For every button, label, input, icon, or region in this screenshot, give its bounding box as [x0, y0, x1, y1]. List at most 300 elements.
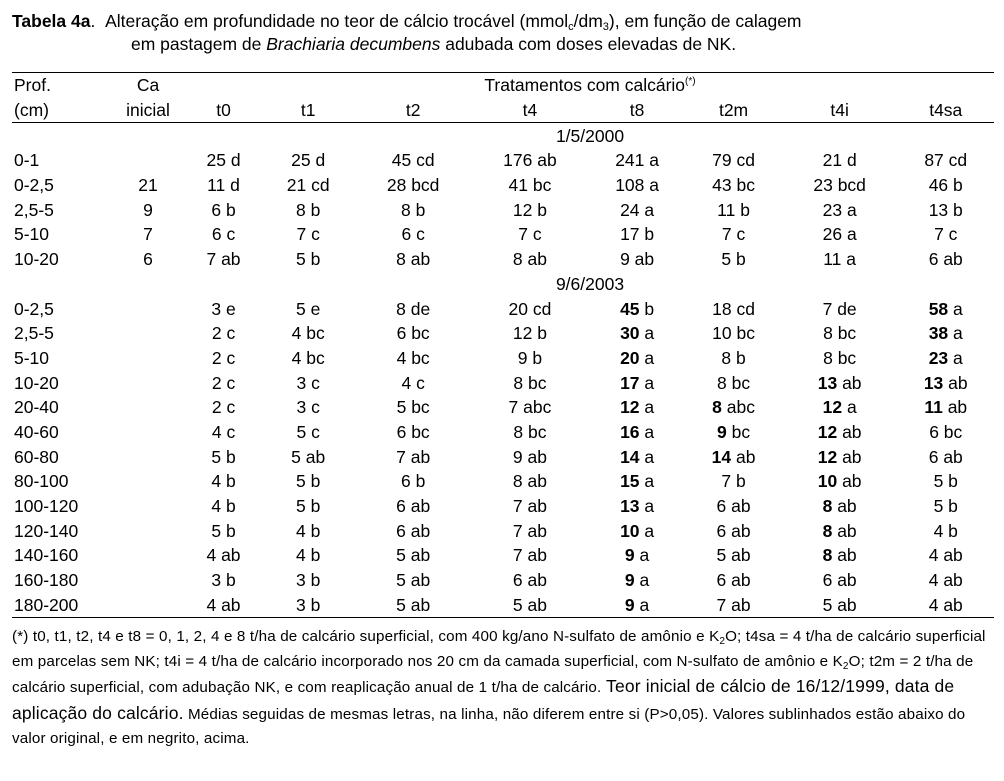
- value-number: 8: [822, 496, 833, 517]
- significance-letter: b: [225, 570, 236, 591]
- significance-letter: ab: [527, 446, 547, 467]
- value-cell-t2m: [685, 296, 781, 321]
- value-cell-t4: [471, 148, 589, 173]
- value-number: 4: [291, 323, 302, 344]
- depth-cell: 0-2,5: [14, 298, 54, 319]
- value-cell-t4i: [782, 469, 898, 494]
- significance-letter: ab: [410, 249, 431, 270]
- value-cell-t2: [355, 469, 471, 494]
- value-cell-t0: [186, 494, 261, 519]
- value-number: 45: [620, 298, 640, 319]
- significance-letter: ab: [731, 545, 751, 566]
- value-number: 3: [295, 594, 306, 615]
- table-row: [12, 469, 994, 494]
- value-number: 5: [296, 421, 307, 442]
- table-row: [12, 420, 994, 445]
- value-cell-t4: [471, 518, 589, 543]
- value-cell-t2m: [685, 222, 781, 247]
- header-ca: Ca: [110, 73, 186, 98]
- value-cell-t4sa: [897, 568, 994, 593]
- significance-letter: ab: [837, 594, 857, 615]
- value-cell-t0: [186, 197, 261, 222]
- significance-letter: b: [735, 347, 746, 368]
- significance-letter: ab: [410, 594, 431, 615]
- significance-letter: a: [644, 347, 655, 368]
- ca-initial-cell: [110, 444, 186, 469]
- value-cell-t2: [355, 370, 471, 395]
- value-number: 6: [929, 421, 939, 442]
- significance-letter: bc: [837, 323, 857, 344]
- value-number: 6: [928, 249, 939, 270]
- value-number: 10: [620, 520, 640, 541]
- value-cell-t4i: [782, 395, 898, 420]
- significance-letter: b: [310, 570, 321, 591]
- value-number: 9: [620, 249, 630, 270]
- value-cell-t4i: [782, 592, 898, 617]
- value-cell-t4sa: [897, 469, 994, 494]
- value-number: 28: [386, 175, 407, 196]
- significance-letter: ab: [947, 397, 968, 418]
- significance-letter: b: [225, 496, 236, 517]
- table-body: [12, 123, 994, 618]
- value-cell-t2: [355, 592, 471, 617]
- significance-letter: a: [639, 545, 650, 566]
- value-cell-t4: [471, 444, 589, 469]
- significance-letter: b: [310, 471, 321, 492]
- significance-letter: de: [410, 298, 431, 319]
- date-row: [12, 272, 994, 297]
- significance-letter: b: [953, 199, 963, 220]
- value-number: 7: [512, 545, 523, 566]
- significance-letter: ab: [527, 570, 547, 591]
- significance-letter: bc: [731, 372, 751, 393]
- value-cell-t2m: [685, 370, 781, 395]
- ca-initial-cell: [110, 346, 186, 371]
- value-cell-t1: [261, 592, 355, 617]
- value-number: 79: [712, 150, 732, 171]
- significance-letter: bc: [736, 175, 755, 196]
- significance-letter: ab: [943, 249, 963, 270]
- value-cell-t1: [261, 420, 355, 445]
- significance-letter: a: [846, 249, 857, 270]
- value-cell-t1: [261, 173, 355, 198]
- value-cell-t1: [261, 321, 355, 346]
- significance-letter: abc: [726, 397, 755, 418]
- significance-letter: ab: [527, 496, 547, 517]
- significance-letter: b: [225, 471, 236, 492]
- caption-sub-c: c: [568, 21, 574, 33]
- table-row: [12, 543, 994, 568]
- significance-letter: a: [644, 323, 655, 344]
- significance-letter: bc: [411, 347, 430, 368]
- depth-cell: 40-60: [14, 421, 59, 442]
- header-col-t2: t2: [355, 98, 471, 123]
- significance-letter: b: [735, 471, 746, 492]
- value-number: 5: [211, 520, 222, 541]
- value-number: 17: [620, 372, 640, 393]
- significance-letter: bc: [411, 323, 430, 344]
- significance-letter: c: [948, 224, 958, 245]
- table-row: [12, 592, 994, 617]
- value-number: 11: [924, 397, 943, 418]
- value-cell-t8: [589, 321, 685, 346]
- significance-letter: b: [948, 520, 958, 541]
- value-number: 108: [615, 175, 645, 196]
- significance-letter: ab: [842, 372, 862, 393]
- value-number: 5: [295, 298, 306, 319]
- significance-letter: c: [736, 224, 746, 245]
- value-number: 8: [513, 421, 524, 442]
- significance-letter: b: [537, 199, 547, 220]
- value-number: 5: [716, 545, 727, 566]
- value-number: 6: [396, 496, 406, 517]
- table-row: [12, 444, 994, 469]
- value-number: 21: [822, 150, 843, 171]
- significance-letter: c: [311, 224, 320, 245]
- value-number: 12: [822, 397, 843, 418]
- value-number: 7: [716, 594, 727, 615]
- depth-cell: 10-20: [14, 249, 59, 270]
- value-number: 6: [928, 446, 939, 467]
- significance-letter: a: [953, 323, 963, 344]
- value-cell-t4i: [782, 346, 898, 371]
- value-number: 13: [620, 496, 640, 517]
- ca-initial-cell: [110, 370, 186, 395]
- significance-letter: a: [644, 496, 655, 517]
- value-number: 4: [211, 421, 222, 442]
- significance-letter: bc: [736, 323, 755, 344]
- ca-initial-cell: [110, 321, 186, 346]
- value-number: 30: [620, 323, 640, 344]
- value-cell-t2m: [685, 321, 781, 346]
- value-cell-t2: [355, 197, 471, 222]
- value-number: 176: [503, 150, 533, 171]
- value-number: 6: [822, 570, 833, 591]
- value-cell-t4sa: [897, 321, 994, 346]
- value-cell-t0: [186, 173, 261, 198]
- section-date: 1/5/2000: [555, 125, 625, 146]
- value-number: 13: [923, 372, 944, 393]
- value-number: 5: [396, 570, 406, 591]
- depth-cell: 0-1: [14, 150, 40, 171]
- value-number: 3: [296, 372, 307, 393]
- depth-cell: 180-200: [12, 592, 110, 617]
- depth-cell: 20-40: [14, 397, 59, 418]
- value-number: 58: [928, 298, 949, 319]
- table-row: [12, 518, 994, 543]
- value-cell-t8: [589, 247, 685, 272]
- significance-letter: bc: [943, 421, 963, 442]
- value-number: 3: [296, 397, 307, 418]
- value-cell-t0: [186, 296, 261, 321]
- header-col-t8: t8: [589, 98, 685, 123]
- significance-letter: b: [735, 249, 746, 270]
- value-cell-t2m: [685, 444, 781, 469]
- value-number: 12: [817, 421, 838, 442]
- value-number: 4: [933, 520, 944, 541]
- value-cell-t4i: [782, 247, 898, 272]
- value-number: 4: [396, 347, 407, 368]
- value-cell-t4sa: [897, 247, 994, 272]
- value-cell-t0: [186, 469, 261, 494]
- header-col-t2m: t2m: [685, 98, 781, 123]
- value-number: 9: [624, 594, 635, 615]
- value-cell-t0: [186, 518, 261, 543]
- value-number: 23: [822, 199, 843, 220]
- value-number: 3: [211, 298, 222, 319]
- depth-cell: 5-10: [14, 347, 50, 368]
- significance-letter: d: [230, 150, 241, 171]
- significance-letter: a: [846, 224, 857, 245]
- value-number: 11: [207, 175, 226, 196]
- value-number: 5: [721, 249, 732, 270]
- value-number: 6: [211, 224, 222, 245]
- depth-cell: 160-180: [14, 570, 79, 591]
- significance-letter: cd: [736, 298, 755, 319]
- value-number: 8: [396, 298, 406, 319]
- value-cell-t0: [186, 592, 261, 617]
- value-number: 8: [712, 397, 722, 418]
- value-number: 2: [211, 323, 222, 344]
- value-cell-t8: [589, 592, 685, 617]
- ca-initial-cell: [110, 518, 186, 543]
- value-number: 4: [206, 594, 217, 615]
- significance-letter: ab: [943, 446, 963, 467]
- significance-letter: a: [644, 421, 655, 442]
- header-tratamentos: [186, 73, 994, 98]
- value-number: 13: [817, 372, 838, 393]
- value-cell-t4i: [782, 148, 898, 173]
- value-number: 24: [620, 199, 640, 220]
- value-cell-t2: [355, 173, 471, 198]
- table-row: [12, 296, 994, 321]
- header-tratamentos-text: Tratamentos com calcário: [484, 75, 686, 96]
- value-number: 8: [396, 249, 406, 270]
- value-number: 26: [822, 224, 843, 245]
- value-cell-t2m: [685, 173, 781, 198]
- value-cell-t1: [261, 444, 355, 469]
- value-cell-t4: [471, 543, 589, 568]
- significance-letter: b: [948, 496, 958, 517]
- value-number: 7: [512, 496, 523, 517]
- significance-letter: bcd: [411, 175, 440, 196]
- value-cell-t1: [261, 370, 355, 395]
- value-number: 8: [717, 372, 727, 393]
- value-cell-t1: [261, 494, 355, 519]
- significance-letter: ab: [527, 249, 547, 270]
- value-cell-t0: [186, 346, 261, 371]
- value-number: 4: [211, 471, 222, 492]
- value-cell-t4: [471, 568, 589, 593]
- value-cell-t4sa: [897, 197, 994, 222]
- value-number: 7: [296, 224, 307, 245]
- value-number: 8: [400, 199, 411, 220]
- value-cell-t8: [589, 494, 685, 519]
- caption-label: Tabela 4a: [12, 11, 91, 31]
- significance-letter: d: [230, 175, 240, 196]
- value-cell-t4sa: [897, 370, 994, 395]
- value-cell-t2: [355, 296, 471, 321]
- value-cell-t1: [261, 346, 355, 371]
- value-number: 14: [620, 446, 640, 467]
- ca-initial-cell: [110, 543, 186, 568]
- caption-text-c: ), em função de calagem: [608, 11, 802, 31]
- significance-letter: bc: [731, 421, 751, 442]
- value-number: 20: [508, 298, 528, 319]
- value-cell-t0: [186, 444, 261, 469]
- value-number: 9: [717, 421, 727, 442]
- significance-letter: cd: [416, 150, 435, 171]
- ca-initial-cell: [110, 148, 186, 173]
- significance-letter: bc: [528, 421, 547, 442]
- value-number: 23: [813, 175, 833, 196]
- depth-cell: 120-140: [14, 520, 79, 541]
- value-number: 38: [928, 323, 949, 344]
- value-cell-t2: [355, 395, 471, 420]
- significance-letter: a: [639, 594, 650, 615]
- significance-letter: a: [644, 471, 655, 492]
- value-cell-t8: [589, 420, 685, 445]
- significance-letter: a: [953, 298, 963, 319]
- significance-letter: ab: [943, 545, 963, 566]
- value-number: 5: [295, 496, 306, 517]
- ca-initial-cell: 6: [143, 249, 153, 270]
- table-row: [12, 395, 994, 420]
- value-cell-t2m: [685, 197, 781, 222]
- value-number: 5: [512, 594, 523, 615]
- significance-letter: a: [649, 150, 659, 171]
- footnote-p3: O; t2m = 2 t/ha de calcário superficial, com adubação NK, e com reaplicação anual de 1 t/ha de calcário.: [12, 652, 974, 696]
- significance-letter: ab: [527, 594, 547, 615]
- caption-line2: [12, 33, 997, 56]
- significance-letter: ab: [221, 594, 241, 615]
- value-number: 2: [211, 347, 222, 368]
- ca-initial-cell: [110, 296, 186, 321]
- value-cell-t1: [261, 568, 355, 593]
- value-number: 6: [400, 471, 411, 492]
- value-cell-t2m: [685, 568, 781, 593]
- ca-initial-cell: 7: [143, 224, 153, 245]
- value-cell-t4: [471, 592, 589, 617]
- caption-species: Brachiaria decumbens: [266, 34, 441, 54]
- value-cell-t8: [589, 296, 685, 321]
- value-cell-t8: [589, 173, 685, 198]
- value-cell-t0: [186, 568, 261, 593]
- value-cell-t1: [261, 518, 355, 543]
- value-number: 4: [928, 570, 939, 591]
- value-cell-t4i: [782, 197, 898, 222]
- significance-letter: ab: [527, 471, 547, 492]
- significance-letter: b: [225, 520, 236, 541]
- value-number: 6: [396, 520, 406, 541]
- value-cell-t4i: [782, 370, 898, 395]
- value-number: 8: [721, 347, 732, 368]
- significance-letter: ab: [731, 570, 751, 591]
- ca-initial-cell: [110, 469, 186, 494]
- significance-letter: ab: [537, 150, 557, 171]
- significance-letter: d: [846, 150, 857, 171]
- value-number: 8: [512, 249, 523, 270]
- value-cell-t4sa: [897, 518, 994, 543]
- value-cell-t4sa: [897, 395, 994, 420]
- value-cell-t1: [261, 222, 355, 247]
- value-cell-t4i: [782, 494, 898, 519]
- significance-letter: b: [948, 471, 958, 492]
- value-cell-t2: [355, 494, 471, 519]
- value-cell-t4sa: [897, 173, 994, 198]
- value-number: 5: [396, 545, 406, 566]
- header-col-t4sa: t4sa: [897, 98, 994, 123]
- value-cell-t1: [261, 543, 355, 568]
- significance-letter: ab: [410, 570, 431, 591]
- value-cell-t8: [589, 568, 685, 593]
- significance-letter: ab: [634, 249, 655, 270]
- caption-line2-a: em pastagem de: [131, 34, 267, 54]
- significance-letter: b: [415, 199, 426, 220]
- significance-letter: ab: [221, 249, 241, 270]
- significance-letter: b: [310, 496, 321, 517]
- table-row: [12, 197, 994, 222]
- significance-letter: ab: [735, 446, 756, 467]
- value-number: 7: [721, 224, 732, 245]
- significance-letter: ab: [842, 421, 862, 442]
- value-cell-t4i: [782, 222, 898, 247]
- value-cell-t8: [589, 543, 685, 568]
- value-number: 45: [391, 150, 412, 171]
- significance-letter: ab: [731, 594, 751, 615]
- value-number: 9: [624, 570, 635, 591]
- value-cell-t2m: [685, 247, 781, 272]
- value-cell-t2: [355, 346, 471, 371]
- caption-dot: .: [90, 11, 96, 31]
- value-number: 7: [518, 224, 528, 245]
- ca-initial-cell: [110, 420, 186, 445]
- significance-letter: bc: [411, 397, 430, 418]
- significance-letter: ab: [731, 520, 751, 541]
- value-number: 7: [512, 520, 523, 541]
- value-cell-t1: [261, 395, 355, 420]
- value-cell-t2: [355, 321, 471, 346]
- value-cell-t0: [186, 370, 261, 395]
- value-cell-t4i: [782, 296, 898, 321]
- header-col-t4i: t4i: [782, 98, 898, 123]
- value-number: 6: [716, 570, 727, 591]
- significance-letter: c: [226, 347, 236, 368]
- table-row: [12, 173, 994, 198]
- ca-initial-cell: [110, 395, 186, 420]
- depth-cell: 5-10: [14, 224, 50, 245]
- value-cell-t4: [471, 296, 589, 321]
- value-number: 5: [211, 446, 222, 467]
- depth-cell: 80-100: [14, 471, 69, 492]
- value-number: 12: [620, 397, 640, 418]
- value-cell-t2m: [685, 494, 781, 519]
- value-cell-t8: [589, 444, 685, 469]
- significance-letter: ab: [842, 446, 862, 467]
- significance-letter: c: [226, 323, 236, 344]
- value-number: 16: [620, 421, 640, 442]
- value-number: 4: [928, 545, 939, 566]
- table-footnote: [12, 625, 997, 752]
- significance-letter: a: [644, 372, 655, 393]
- significance-letter: ab: [410, 446, 431, 467]
- value-cell-t2: [355, 420, 471, 445]
- value-cell-t4i: [782, 568, 898, 593]
- significance-letter: b: [415, 471, 426, 492]
- significance-letter: b: [644, 224, 655, 245]
- significance-letter: b: [225, 446, 236, 467]
- value-number: 4: [211, 496, 222, 517]
